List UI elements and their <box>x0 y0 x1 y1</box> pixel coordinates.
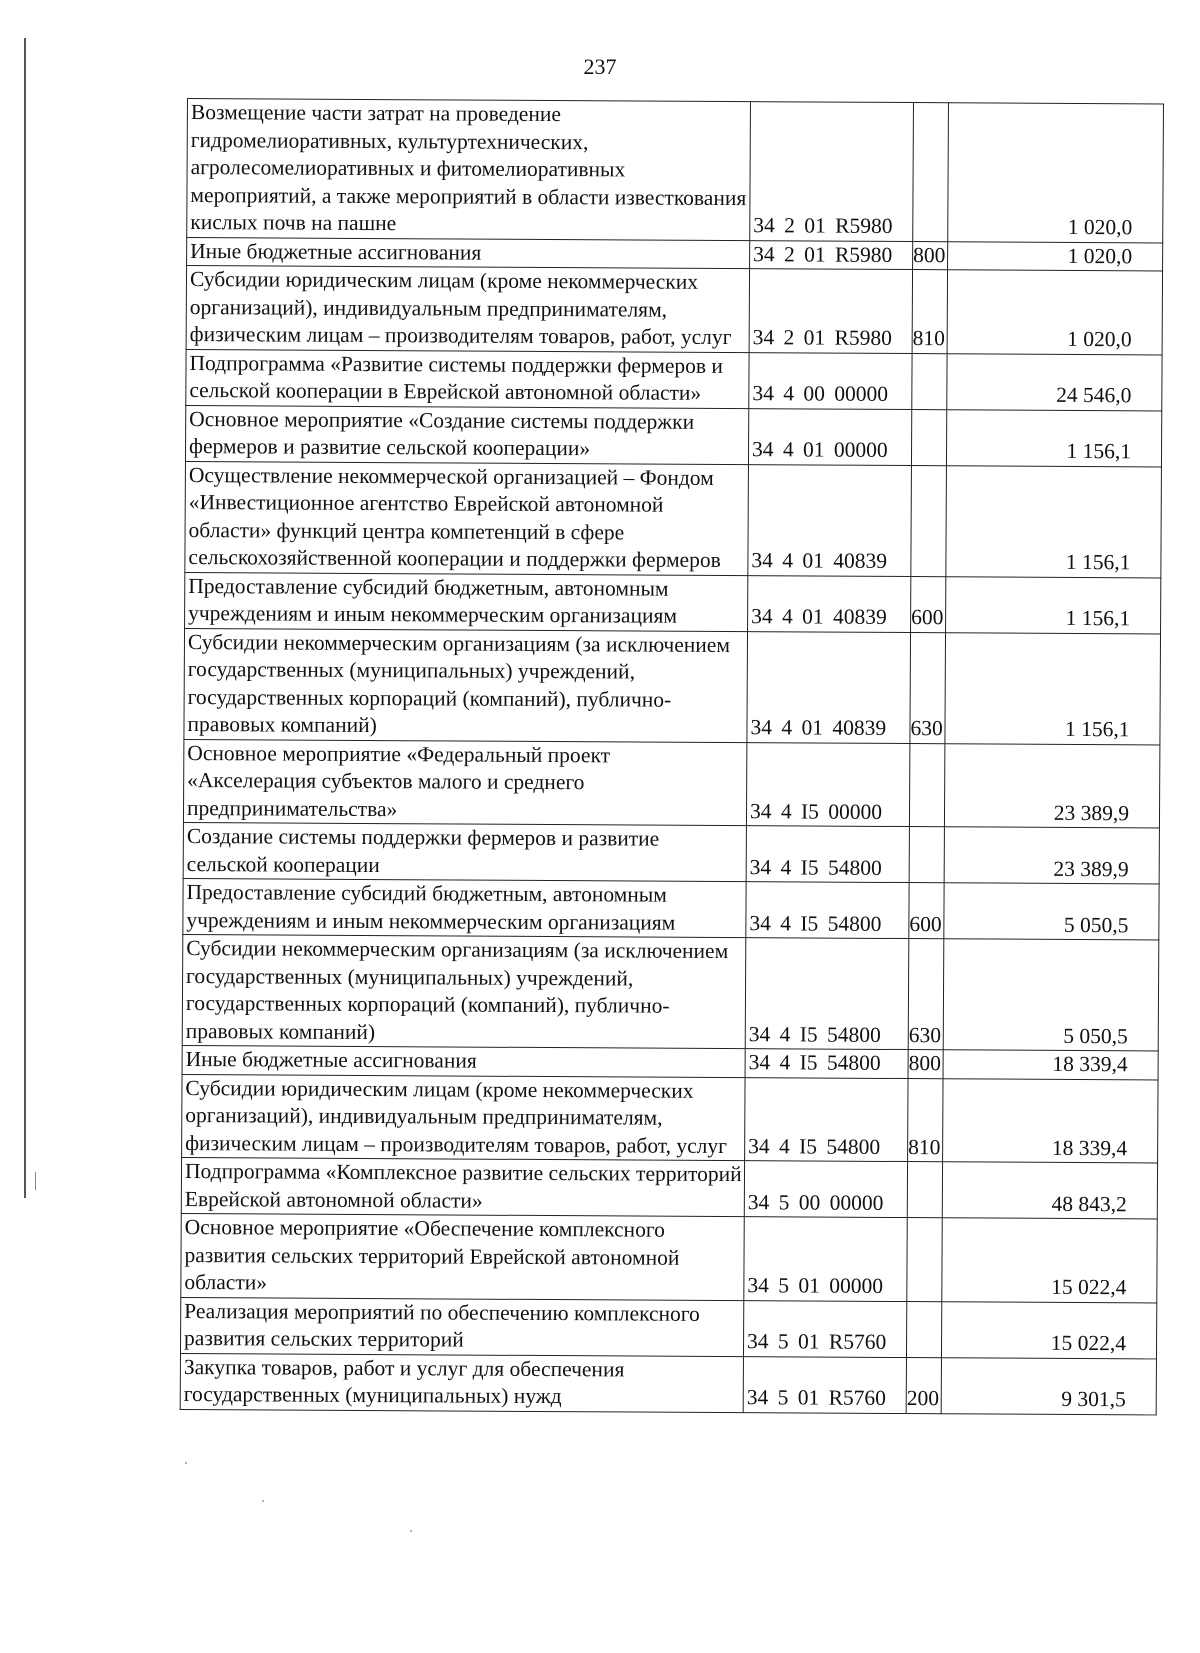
row-name-cell: Осуществление некоммерческой организацией – Фондом «Инвестиционное агентство Еврейской автономной области» функций центра компетенций в сфере сельскохозяйственной кооперации и поддержки фермеров <box>185 461 749 575</box>
table-row <box>182 1074 1158 1163</box>
row-name-cell: Основное мероприятие «Обеспечение комплексного развития сельских территорий Еврейской автономной области» <box>181 1213 744 1300</box>
row-amount-cell: 1 156,1 <box>946 409 1161 466</box>
row-expense-type-cell <box>912 353 947 409</box>
row-expense-type-cell: 600 <box>909 883 944 939</box>
row-expense-type-cell: 630 <box>908 939 944 1050</box>
row-expense-type-cell <box>913 103 949 242</box>
row-amount-cell: 15 022,4 <box>941 1301 1156 1358</box>
table-row <box>187 99 1164 243</box>
row-expense-type-cell <box>907 1218 942 1302</box>
row-code-cell: 34 4 01 40839 <box>747 631 911 743</box>
row-code-cell: 34 4 I5 54800 <box>746 882 909 939</box>
scan-speck <box>262 1500 264 1502</box>
row-code-cell: 34 4 I5 54800 <box>745 1077 908 1161</box>
row-name-cell: Подпрограмма «Развитие системы поддержки фермеров и сельской кооперации в Еврейской автономной области» <box>186 349 749 408</box>
row-amount-cell: 1 020,0 <box>947 270 1162 355</box>
row-name-cell: Создание системы поддержки фермеров и развитие сельской кооперации <box>183 822 746 881</box>
table-row <box>180 1297 1156 1358</box>
row-amount-cell: 1 156,1 <box>945 632 1161 744</box>
row-expense-type-cell <box>911 409 946 465</box>
scan-margin-line <box>24 38 26 1198</box>
row-amount-cell: 48 843,2 <box>942 1162 1157 1219</box>
row-expense-type-cell <box>909 743 944 827</box>
row-amount-cell: 1 156,1 <box>946 576 1161 633</box>
row-amount-cell: 18 339,4 <box>943 1050 1158 1080</box>
page-number: 237 <box>583 54 617 79</box>
scan-margin-mark <box>35 1172 36 1190</box>
row-code-cell: 34 5 01 R5760 <box>743 1356 906 1413</box>
table-row <box>185 572 1161 633</box>
row-code-cell: 34 2 01 R5980 <box>750 102 914 241</box>
table-row <box>181 1157 1157 1218</box>
row-amount-cell: 9 301,5 <box>941 1357 1156 1414</box>
row-code-cell: 34 4 I5 54800 <box>745 938 909 1050</box>
row-code-cell: 34 4 01 40839 <box>748 575 911 632</box>
budget-table <box>180 98 1164 1415</box>
row-amount-cell: 1 020,0 <box>948 241 1163 271</box>
row-name-cell: Иные бюджетные ассигнования <box>182 1045 745 1077</box>
row-code-cell: 34 4 00 00000 <box>749 352 912 409</box>
row-expense-type-cell <box>909 827 944 883</box>
row-name-cell: Иные бюджетные ассигнования <box>187 237 750 269</box>
row-amount-cell: 1 020,0 <box>948 103 1164 243</box>
row-name-cell: Реализация мероприятий по обеспечению комплексного развития сельских территорий <box>180 1297 743 1356</box>
row-name-cell: Предоставление субсидий бюджетным, автономным учреждениям и иным некоммерческим организациям <box>183 878 746 937</box>
budget-table-body <box>180 99 1163 1415</box>
row-amount-cell: 15 022,4 <box>942 1218 1157 1303</box>
row-expense-type-cell: 600 <box>911 576 946 632</box>
table-row <box>183 739 1159 828</box>
row-amount-cell: 5 050,5 <box>943 939 1159 1051</box>
table-row <box>185 461 1162 577</box>
table-row <box>184 628 1161 744</box>
row-expense-type-cell: 200 <box>906 1357 941 1413</box>
row-name-cell: Субсидии некоммерческим организациям (за исключением государственных (муниципальных) учреждений, государственных корпораций (компаний), публично-правовых компаний) <box>182 934 746 1048</box>
row-name-cell: Возмещение части затрат на проведение гидромелиоративных, культуртехнических, агролесомелиоративных и фитомелиоративных мероприятий, а также мероприятий в области известкования кислых почв на пашне <box>187 99 751 241</box>
row-code-cell: 34 5 00 00000 <box>744 1161 907 1218</box>
row-name-cell: Основное мероприятие «Федеральный проект «Акселерация субъектов малого и среднего предпринимательства» <box>183 739 746 826</box>
table-row <box>185 405 1161 466</box>
row-amount-cell: 23 389,9 <box>944 827 1159 884</box>
row-expense-type-cell: 630 <box>910 632 946 743</box>
row-code-cell: 34 2 01 R5980 <box>750 240 913 269</box>
row-name-cell: Основное мероприятие «Создание системы поддержки фермеров и развитие сельской кооперации» <box>185 405 748 464</box>
table-row <box>183 878 1159 939</box>
table-row <box>182 934 1159 1050</box>
row-name-cell: Субсидии юридическим лицам (кроме некоммерческих организаций), индивидуальным предпринимателям, физическим лицам – производителям товаров, работ, услуг <box>186 266 749 353</box>
row-amount-cell: 23 389,9 <box>944 743 1159 828</box>
table-row <box>181 1213 1157 1302</box>
row-expense-type-cell: 810 <box>912 270 947 354</box>
row-code-cell: 34 4 01 00000 <box>748 408 911 465</box>
row-code-cell: 34 4 01 40839 <box>748 464 912 576</box>
row-expense-type-cell: 800 <box>908 1050 943 1079</box>
row-amount-cell: 18 339,4 <box>943 1078 1158 1163</box>
row-amount-cell: 1 156,1 <box>946 465 1162 577</box>
row-name-cell: Закупка товаров, работ и услуг для обеспечения государственных (муниципальных) нужд <box>180 1353 743 1412</box>
row-name-cell: Субсидии некоммерческим организациям (за исключением государственных (муниципальных) учреждений, государственных корпораций (компаний), публично-правовых компаний) <box>184 628 748 742</box>
table-row <box>183 822 1159 883</box>
row-name-cell: Подпрограмма «Комплексное развитие сельских территорий Еврейской автономной области» <box>181 1157 744 1216</box>
row-expense-type-cell <box>906 1301 941 1357</box>
table-row <box>186 349 1162 410</box>
row-code-cell: 34 4 I5 00000 <box>746 742 909 826</box>
row-amount-cell: 5 050,5 <box>944 883 1159 940</box>
row-expense-type-cell: 810 <box>908 1078 943 1162</box>
table-row <box>186 266 1162 355</box>
row-code-cell: 34 4 I5 54800 <box>745 1049 908 1078</box>
scan-speck <box>185 1462 187 1464</box>
row-code-cell: 34 2 01 R5980 <box>749 269 912 353</box>
row-code-cell: 34 4 I5 54800 <box>746 826 909 883</box>
row-code-cell: 34 5 01 00000 <box>744 1217 907 1301</box>
row-expense-type-cell <box>907 1162 942 1218</box>
row-expense-type-cell <box>911 465 947 576</box>
row-amount-cell: 24 546,0 <box>947 353 1162 410</box>
row-expense-type-cell: 800 <box>913 241 948 270</box>
row-name-cell: Субсидии юридическим лицам (кроме некоммерческих организаций), индивидуальным предпринимателям, физическим лицам – производителям товаров, работ, услуг <box>182 1074 745 1161</box>
row-name-cell: Предоставление субсидий бюджетным, автономным учреждениям и иным некоммерческим организациям <box>185 572 748 631</box>
scan-speck <box>410 1530 412 1532</box>
row-code-cell: 34 5 01 R5760 <box>743 1300 906 1357</box>
table-row <box>180 1353 1156 1414</box>
